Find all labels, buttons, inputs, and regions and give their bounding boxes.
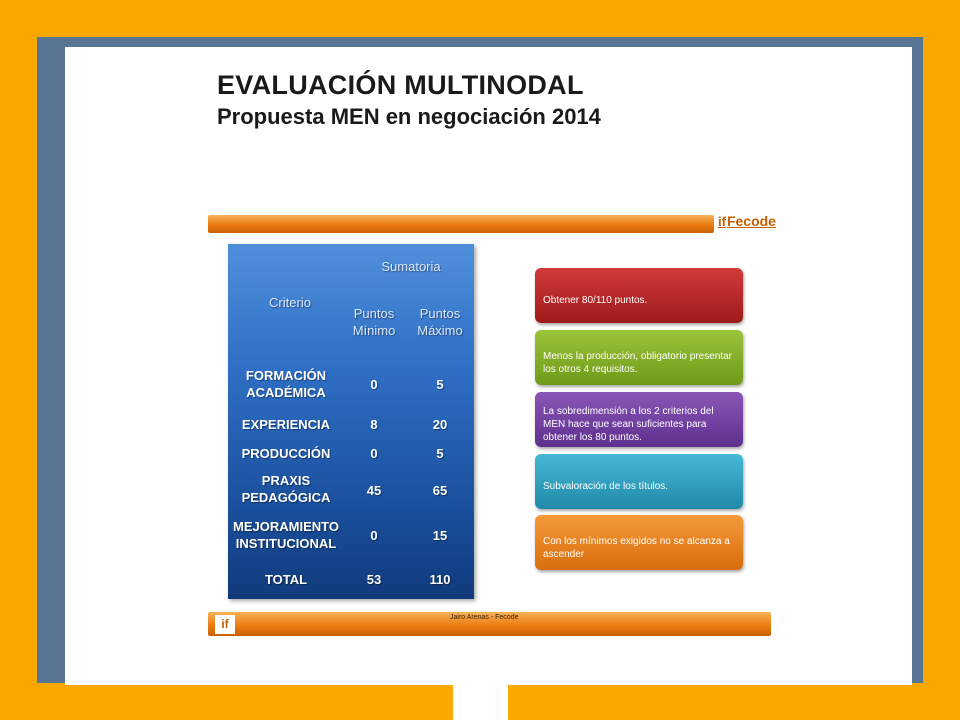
row-criterio-1 — [234, 367, 338, 401]
callout-text-1: Obtener 80/110 puntos. — [543, 295, 648, 306]
row-min-3: 0 — [370, 446, 378, 461]
total-min: 53 — [366, 572, 382, 587]
header-min-line-1: Puntos — [353, 306, 395, 321]
callout-requisitos — [535, 330, 743, 385]
footer-credit: Jairo Arenas - Fecode — [450, 614, 519, 621]
row-min-2: 8 — [370, 417, 378, 432]
row-criterio-2: EXPERIENCIA — [241, 417, 331, 432]
header-criterio: Criterio — [269, 295, 311, 310]
callout-text-2: Menos la producción, obligatorio presentar los otros 4 requisitos. — [543, 350, 732, 375]
total-label: TOTAL — [264, 572, 308, 587]
row-criterio-4 — [234, 472, 338, 506]
callout-text-5: Con los mínimos exigidos no se alcanza a ascender — [543, 535, 730, 560]
callout-subvaloracion — [535, 454, 743, 509]
row-criterio-4-line-2: PEDAGÓGICA — [241, 490, 331, 505]
fecode-logo — [718, 213, 776, 229]
header-max — [410, 305, 470, 339]
header-sumatoria: Sumatoria — [381, 259, 441, 274]
header-min — [344, 305, 404, 339]
bottom-bar-right — [508, 685, 960, 720]
fecode-brand-text: Fecode — [726, 213, 776, 229]
slide-subtitle: Propuesta MEN en negociación 2014 — [217, 104, 601, 129]
fecode-mark: if — [718, 214, 726, 229]
slide-title: EVALUACIÓN MULTINODAL — [217, 70, 584, 100]
header-min-line-2: Mínimo — [352, 323, 396, 338]
bottom-bar-left — [37, 685, 453, 720]
bottom-gap — [453, 685, 508, 720]
callout-minimos — [535, 515, 743, 570]
row-min-1: 0 — [370, 377, 378, 392]
header-stripe — [208, 215, 714, 233]
callout-text-4: Subvaloración de los títulos. — [543, 481, 669, 492]
row-min-4: 45 — [366, 483, 382, 498]
header-max-line-2: Máximo — [417, 323, 463, 338]
callout-text-3: La sobredimensión a los 2 criterios del MEN hace que sean suficientes para obtener los 80 puntos. — [543, 406, 714, 443]
slide-canvas — [65, 47, 912, 687]
row-criterio-3: PRODUCCIÓN — [241, 446, 331, 461]
row-criterio-1-line-2: ACADÉMICA — [246, 385, 326, 400]
total-max: 110 — [429, 572, 451, 587]
row-criterio-5-line-2: INSTITUCIONAL — [235, 536, 337, 551]
footer-logo-icon: if — [215, 615, 235, 634]
header-max-line-1: Puntos — [419, 306, 461, 321]
row-max-4: 65 — [432, 483, 448, 498]
row-max-5: 15 — [432, 528, 448, 543]
row-max-3: 5 — [436, 446, 444, 461]
callout-obtener-puntos — [535, 268, 743, 323]
criteria-table — [228, 244, 474, 599]
row-min-5: 0 — [370, 528, 378, 543]
row-criterio-1-line-1: FORMACIÓN — [245, 368, 327, 383]
row-criterio-4-line-1: PRAXIS — [261, 473, 311, 488]
row-criterio-5 — [230, 518, 342, 552]
callout-sobredimension — [535, 392, 743, 447]
row-criterio-5-line-1: MEJORAMIENTO — [233, 519, 339, 534]
row-max-1: 5 — [436, 377, 444, 392]
row-max-2: 20 — [432, 417, 448, 432]
